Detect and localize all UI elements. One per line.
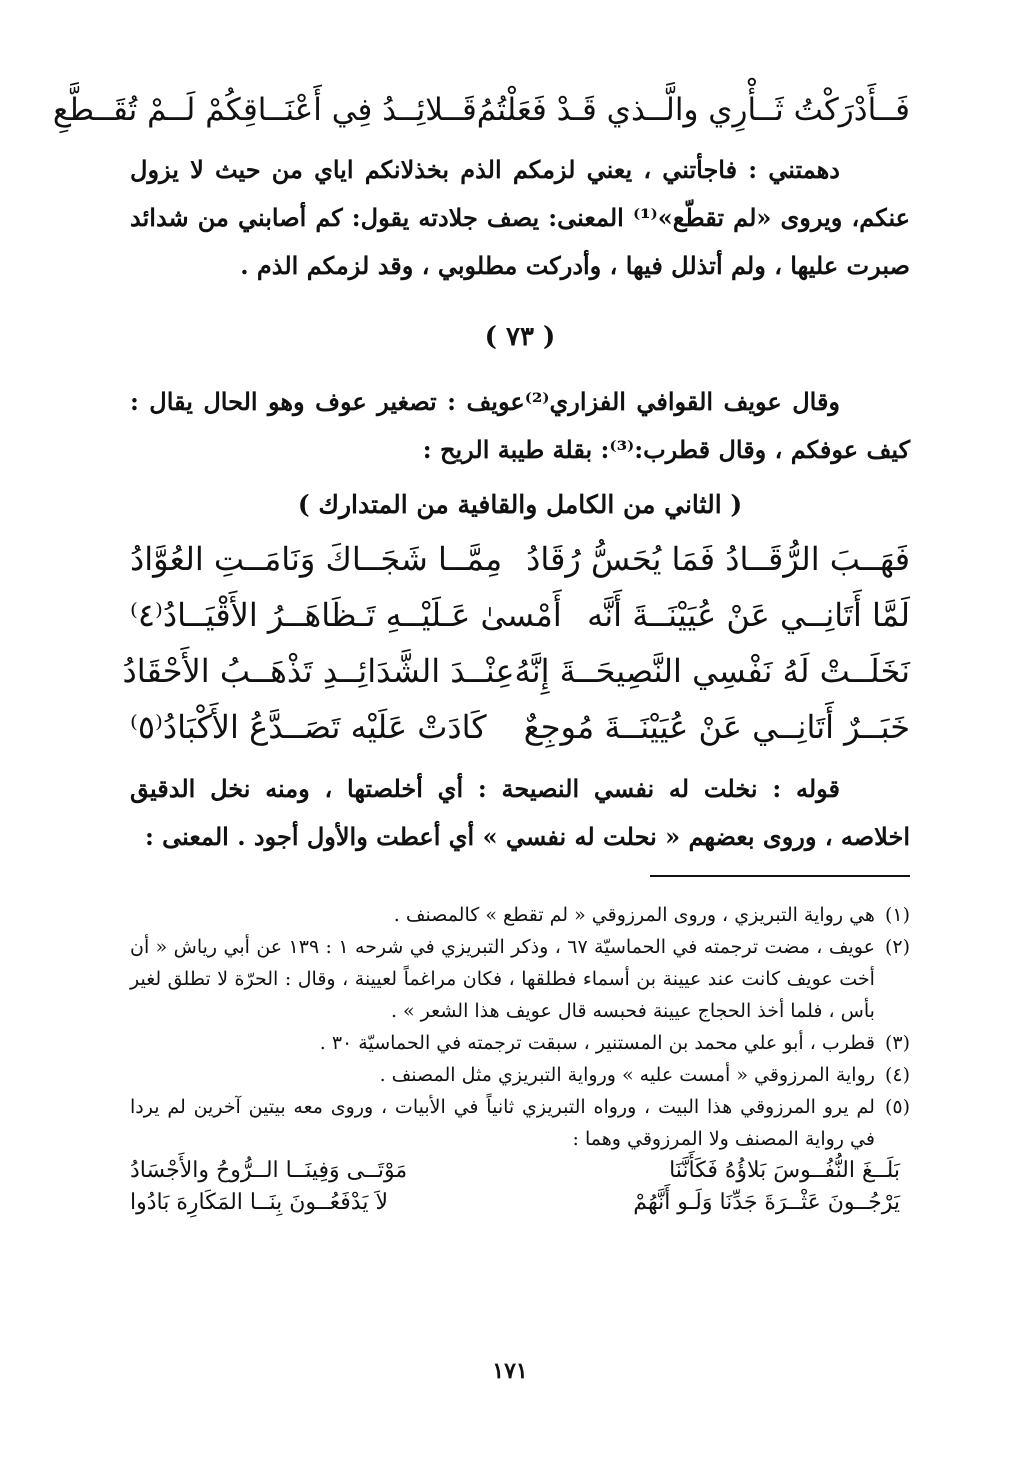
hemistich-b: مَوْتَــى وَفِينَــا الــرُّوحُ والأَجْسَادُ: [130, 1158, 408, 1183]
footnote: [130, 1091, 910, 1155]
footnote: [130, 1059, 910, 1091]
page-number: ١٧١: [492, 1358, 528, 1384]
commentary-bottom: قوله : نخلت له نفسي النصيحة : أي أخلصتها ، ومنه نخل الدقيق اخلاصه ، وروى بعضهم « نحلت له نفسي » أي أعطت والأول أجود . المعنى :: [130, 774, 910, 851]
footnote-text: رواية المرزوقي « أمست عليه » ورواية التبريزي مثل المصنف .: [379, 1064, 875, 1086]
footnote-text: عويف ، مضت ترجمته في الحماسيّة ٦٧ ، وذكر التبريزي في شرحه ١ : ١٣٩ عن أبي رياش « أن أخت عويف كانت عند عيينة بن أسماء فطلقها ، فكان مراغماً لعيينة ، وقال : الحرّة لا تطلق لغير بأس ، فلما أخذ الحجاج عيينة فحبسه قال عويف هذا الشعر » .: [130, 936, 875, 1022]
poem-verse: [130, 531, 910, 587]
hemistich-a: نَخَلَــتْ لَهُ نَفْسِي النَّصِيحَــةَ إِنَّهُ: [514, 652, 910, 690]
footnote-number: (١): [884, 904, 910, 926]
footnote: [130, 931, 910, 1027]
hemistich-a: يَرْجُــونَ عَثْــرَةَ جَدِّنَا وَلَـو أَنَّهُمْ: [633, 1190, 900, 1215]
verse-second-hemistich: قَــلائِــدُ فِي أَعْنَــاقِكُمْ لَــمْ تُقَــطَّعِ: [52, 92, 477, 128]
footnote: [130, 899, 910, 931]
footnote-verse: [130, 1155, 910, 1187]
footnote-number: (٤): [884, 1064, 910, 1086]
footnote-verse: [130, 1187, 910, 1219]
hemistich-b: أَمْسىٰ عَـلَيْــهِ تَـظَاهَــرُ الأَقْيَــادُ⁽٤⁾: [130, 596, 562, 634]
hemistich-b: مِمَّــا شَجَــاكَ وَنَامَــتِ العُوَّادُ: [130, 540, 503, 578]
footnote-text: قطرب ، أبو علي محمد بن المستنير ، سبقت ترجمته في الحماسيّة ٣٠ .: [319, 1032, 875, 1054]
meter-label: ( الثاني من الكامل والقافية من المتدارك ): [297, 490, 743, 519]
hemistich-a: لَمَّا أَتَانِــي عَنْ عُيَيْنَــةَ أَنَّه: [587, 596, 910, 634]
hemistich-a: فَهَــبَ الرُّقَــادُ فَمَا يُحَسُّ رُقَادُ: [526, 540, 910, 578]
footnotes: [130, 899, 910, 1219]
verse-first-hemistich: فَــأَدْرَكْتُ ثَــأْرِي والَّــذي قَـدْ فَعَلْتُمُ: [476, 92, 910, 128]
hemistich-a: خَبَــرٌ أَتَانِــي عَنْ عُيَيْنَــةَ مُوجِعٌ: [523, 708, 910, 746]
footnote-number: (٥): [884, 1096, 910, 1118]
hemistich-b: كَادَتْ عَلَيْه تَصَــدَّعُ الأَكْبَادُ⁽٥⁾: [130, 708, 487, 746]
hemistich-b: عِنْــدَ الشَّدَائِــدِ تَذْهَــبُ الأَحْقَادُ: [122, 652, 515, 690]
page-content: [52, 80, 911, 1219]
footnote-number: (٣): [884, 1032, 910, 1054]
poem: [122, 531, 910, 755]
poem-number: ( ٧٣ ): [484, 322, 556, 352]
hemistich-b: لاَ يَدْفَعُــونَ بِنَــا المَكَارِهَ بَادُوا: [130, 1190, 388, 1215]
poem-verse: [130, 587, 910, 643]
footnote-divider: [650, 875, 910, 877]
poem-verse: [122, 643, 910, 699]
top-verse: [52, 80, 910, 140]
footnote: [130, 1027, 910, 1059]
poem-intro: وقال عويف القوافي الفزاري⁽²⁾عويف : تصغير عوف وهو الحال يقال : كيف عوفكم ، وقال قطرب:⁽³⁾: بقلة طيبة الريح :: [130, 387, 910, 464]
commentary-top: دهمتني : فاجأتني ، يعني لزمكم الذم بخذلانكم اياي من حيث لا يزول عنكم، ويروى «لم تقطّع»⁽¹⁾ المعنى: يصف جلادته يقول: كم أصابني من شدائد صبرت عليها ، ولم أتذلل فيها ، وأدركت مطلوبي ، وقد لزمكم الذم .: [130, 155, 911, 280]
poem-verse: [130, 699, 910, 755]
hemistich-a: بَلَــغَ النُّفُــوسَ بَلاؤُهُ فَكَأَنَّنَا: [669, 1158, 900, 1183]
footnote-number: (٢): [884, 936, 910, 958]
footnote-text: هي رواية التبريزي ، وروى المرزوقي « لم تقطع » كالمصنف .: [393, 904, 875, 926]
footnote-text: لم يرو المرزوقي هذا البيت ، ورواه التبريزي ثانياً في الأبيات ، وروى معه بيتين آخرين لم يردا في رواية المصنف ولا المرزوقي وهما :: [130, 1096, 875, 1150]
